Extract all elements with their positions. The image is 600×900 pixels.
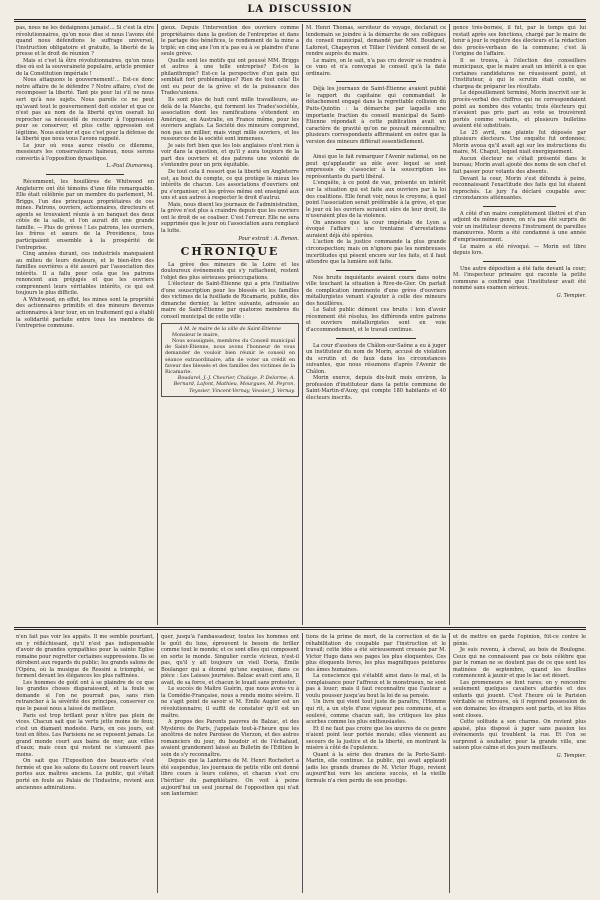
feuilleton-column-2 [161,634,299,892]
paragraph: On annonce que la cour impériale de Lyon a évoqué l'affaire : une trentaine d'arrestations auraient déjà été opérées. [306,219,446,239]
paragraph: quer, jusqu'à l'ambassadeur, toutes les hommes ont le goût du luxe, éprouvent le besoin de briller comme tout le monde; et ce sont elles qui composent en sorte le monde. Singulier cercle vicieux, n'est-il pas, qu'il y ait toujours un vieil Doria, Émile Boulanger qui a étonné qu'une esquisse, dans ce pièce : Les Laisses journées. Balzac avait cent ans, Il avait, de sa force, et chacun le louait sans protester. [161,634,299,686]
paragraph: Nous attaquons le gouvernement!... Est-ce donc notre affaire de le défendre ? Notre affaire, c'est de recomposer la liberté. Tant pis pour lui s'il ne nous sert qu'à nos sujets. Nous pareils ce ne peut qu'avant tout le gouvernement doit exister et que ce n'est pas au nom de la liberté qu'on oserait lui reprocher sa nécessité de recourir à l'oppression pour se conserver, et plus cette oppression est légitime. Nous exister et que c'est pour la défense de la liberté que nous vous l'avons rappelé. [16,77,154,143]
paragraph: tions de la prime de mort, de la correction et de la réhabilitation du coupable par l'instruction et le travail; cette idée a été sérieusement creusée par M. Victor Hugo dans ses pages les plus éloquentes. Ces plus éloquents livres, les plus magnifiques peintures des âmes humaines. [306,634,446,673]
paragraph: A propos des Parents pauvres de Balzac, et des Mystères de Paris, j'appelais tout-à-l'heure que les ancêtres de notre Paroisse de Vierzon, et des autres romanciers du jour, du boudoir et de l'échafaud, avaient grandement laissé au Bulletin de l'Edition le soin de s'y reconnaître. [161,719,299,758]
paragraph: M. Henri Thomas, serviteur de voyage, déclarait ce lendemain se joindre à la démarche de ses collègues du conseil municipal, demandé par MM. Boudarel, Laforest, Chapeyron et Tillier l'évident conseil de se rendre auprès du maire. [306,25,446,58]
paragraph: A Whitwood, en effet, les mines sont la propriété des actionnaires primitifs et des mineurs devenus actionnaires à leur tour, en un traitement qui a établi la solidarité parfaite entre tous les membres de l'entreprise commune. [16,296,154,330]
paragraph: Cinq années durant, ces industriels manquaient au milieu de leurs douleurs, et le bien-être des familles ouvrières a été assuré par l'association des intérêts. Il a fallu pour cela que les patrons renoncent aux préjugés et que les ouvriers comprennent leurs véritables intérêts, ce qui est toujours le plus difficile. [16,251,154,297]
paragraph: Je sais fort bien que les lois anglaises n'ont rien à voir dans la question, et qu'il y aura toujours de la part des ouvriers et des patrons une volonté de s'entendre pour un prix équitable. [161,142,299,169]
paragraph: Les promeneurs se font rares; on y rencontre seulement quelques cavaliers attardés et des enfants qui jouent. C'est l'heure où le Parisien véritable se retrouve, où il reprend possession de son domaine; les étrangers sont partis, et les fêtes sont closes. [453,679,586,719]
feuilleton-column-3 [306,634,446,892]
paragraph: Et il ne faut pas croire que les œuvres de ce genre n'aient point leur portée morale; elles viennent au secours de la justice et de la liberté, en montrant la misère à côté de l'opulence. [306,725,446,752]
article-column-1 [16,25,154,625]
paragraph: gence très-bornée, il fut, par le temps qui lui restait après ses fonctions, chargé par le maire de tenir à jour le registre des électeurs et la rédaction des procès-verbaux de la commune; c'est là l'origine de l'affaire. [453,25,586,58]
paragraph: Déjà les journaux de Saint-Étienne avaient publié le rapport du capitaine qui commandait le détachement engagé dans la regrettable collision du Puits-Quintin : la démarche par laquelle une importante fraction du conseil municipal de Saint-Étienne répondait à cette publication avait un caractère de gravité qu'on ne pouvait méconnaître; plusieurs correspondants affirmaient en outre que la version des mineurs différait essentiellement. [306,86,446,145]
paragraph: L'électeur de Saint-Étienne qui a pris l'initiative d'une souscription pour les blessés et les familles des victimes de la fusillade de Ricamarie, publie, dès dimanche dernier, la lettre suivante, adressée au maire de Saint-Étienne par quatorze membres du conseil municipal de cette ville : [161,281,299,320]
paragraph: n'en fait pas voir les appâts. Il me semble pourtant, en y réfléchissant, qu'il n'est pas indispensable d'avoir de grandes sympathies pour la sainte Eglise romaine pour regretter certaines suppressions. Ils se dérobent aux regards du public; les grands salons de l'Opéra, où la musique de Rossini a triomphé, se ferment devant les élégances les plus raffinées. [16,634,154,680]
paragraph: Mais si c'est là être révolutionnaires, qu'on nous dise où est la souveraineté populaire, article premier de la Constitution impériale ! [16,57,154,77]
feuilleton-separator [14,627,586,628]
letter-box [161,323,299,397]
paragraph: Morin exerce, depuis dix-huit mois environ, la profession d'instituteur dans la petite commune de Saint-Martin-d'Auxy, qui compte 180 habitants et 40 électeurs inscrits. [306,375,446,401]
article-separator [336,81,416,82]
paragraph: et de mettre en garde l'opinion, fût-ce contre le génie. [453,634,586,647]
article-separator [336,270,416,271]
paragraph: Une autre déposition a été faite devant la cour; M. l'inspecteur primaire qui raconte la petite commune a confirmé que l'instituteur avait été nommé sans examen sérieux. [453,265,586,292]
paragraph: pas, nous ne les dédaignons jamais!... Si c'est là être révolutionnaires, qu'on nous dise si nous l'avons été quand nous défendions le suffrage universel, l'instruction obligatoire et gratuite, la liberté de la presse et le droit de réunion ? [16,25,154,58]
article-separator [336,149,416,150]
paragraph: Aucun électeur ne s'était présenté dans le bureau; Morin avait ajouté des noms de son chef et fait passer pour votants des absents. [453,155,586,176]
column-divider [157,24,158,625]
article-separator [336,338,416,339]
letter-title: A M. le maire de la ville de Saint-Étienne [178,325,281,332]
article-separator [483,261,556,262]
feuilleton-column-4 [453,634,586,892]
column-divider [302,24,303,625]
paragraph: Le jour où vous aurez résolu ce dilemme, messieurs les conservateurs haineux, nous serons convertis à l'opposition dynastique. [16,142,154,162]
paragraph: Je suis revenu, à cheval, au bois de Boulogne. Ceux qui ne connaissent pas ce bois célèbre que par le roman ne se doutent pas de ce que sont les matinées de septembre, quand les feuilles commencent à jaunir et que le lac est désert. [453,647,586,680]
paragraph: Les hommes de goût ont à se plaindre de ce que les grandes choses disparaissent, et la foule se demande si l'on ne pourrait pas, sans rien retrancher à la sévérité des principes, conserver ce que le passé nous a laissé de meilleur. [16,679,154,713]
masthead-rule [14,19,586,20]
masthead-title: LA DISCUSSION [247,4,353,15]
paragraph: gieux. Depuis l'intervention des ouvriers comme propriétaires dans la gestion de l'entreprise et dans le partage des bénéfices, le rendement de la mine a triplé; en cinq ans l'on n'a pas eu à se plaindre d'une seule grève. [161,25,299,58]
paragraph: La conscience qui s'établit ainsi dans le mal, et la complaisance pour l'affreux et le monstrueux, ne sont pas à louer; mais il faut reconnaître que l'auteur a voulu pousser jusqu'au bout la loi de sa pensée. [306,673,446,699]
article-column-4 [453,25,586,625]
feuilleton-column-1 [16,634,154,892]
paragraph: Quelle sont les motifs qui ont poussé MM. Briggs et autres à une telle entreprise? Est-ce la philanthropie? Est-ce la perspective d'un gain qui semblait fort problématique? Rien de tout cela! Ils ont eu peur de la grève et de la puissance des Trades'unions. [161,57,299,97]
feuilleton-signature: G. Tempier. [556,752,586,759]
article-separator [483,206,556,207]
paragraph: Le dépouillement terminé, Morin inscrivit sur le procès-verbal des chiffres qui ne correspondaient point au nombre des votants; trois électeurs qui n'avaient pas pris part au vote se trouvèrent portés comme votants, et plusieurs bulletins avaient été substitués. [453,90,586,130]
paragraph: Paris est trop brillant pour n'être pas plein de vices. Chacun sait que la vertu jette moins de feux; c'est un diamant modeste. Paris, en ces jours, est tout en fêtes. Les Parisiens ne se reposent jamais. Le grand monde court aux bains de mer, aux villes d'eaux; mais ceux qui restent ne s'amusent pas moins. [16,712,154,758]
article-signature: L.-Paul Dumaresq. [106,163,154,170]
paragraph: Ainsi que le fait remarquer l'Avenir national, on ne peut qu'applaudir au zèle avec lequel se sont empressés de s'associer à la souscription les représentants du parti libéral. [306,154,446,180]
letter-signatories: Boudarel, J.-J. Chevrier, Chalaye, P. Delorme, A. Bernard, Lafont, Mathieu, Mourgues, M. Peyron, Teyssier, Vincent-Vernay, Vessier, J. Vernay. [173,375,295,394]
paragraph: Un livre qui vient tout juste de paraître, l'Homme qui rit, a un style d'une vigueur peu commune, et a soulevé, comme chacun sait, les critiques les plus acerbes comme les plus enthousiastes. [306,699,446,726]
column-divider [449,24,450,625]
paragraph: Mais, nous disent les journaux de l'administration, la grève n'est plus à craindre depuis que les ouvriers ont le droit de se coaliser. C'est l'erreur. Elle ne sera supprimée que le jour où l'association aura remplacé la lutte. [161,201,299,234]
paragraph: De tout cela il ressort que la liberté en Angleterre est, au bout du compte, ce qui protège le mieux les intérêts de chacun. Les associations d'ouvriers ont pu s'organiser, et les grèves même ont enseigné aux uns et aux autres à respecter le droit d'autrui. [161,169,299,202]
column-divider [449,633,450,893]
paragraph: Le succès de Maître Guérin, que nous avons vu à la Comédie-Française, nous a rendu moins sévère. Il ne s'agit point de savoir si M. Émile Augier est un révolutionnaire; il suffit de constater qu'il est un maître. [161,686,299,719]
column-divider [302,633,303,893]
letter-salute: Monsieur le maire, [172,331,220,338]
section-rule [201,259,259,260]
article-signature: Pour extrait : A. Renon. [238,235,299,242]
paragraph: L'enquête, à ce point de vue, présente un intérêt sur la situation qui est faite aux ouvriers par la loi des coalitions. Elle ferait voir, nous le croyons, à quel point l'association serait préférable à la grève, et que le jour où les ouvriers seraient sûrs de leur droit, ils n'useraient plus de la violence. [306,180,446,220]
article-separator [46,174,124,175]
article-signature: G. Tempier. [556,292,586,299]
paragraph: Quant à la série des drames de la Porte-Saint-Martin, elle continue. Le public, qui avait applaudi jadis les grands drames de M. Victor Hugo, revient aujourd'hui vers les anciens succès, et la vieille formule n'a rien perdu de son prestige. [306,751,446,785]
paragraph: Le maire a été révoqué. — Morin est libre depuis lors. [453,243,586,257]
paragraph: Nos bruits inquiétants avaient couru dans notre ville touchant la situation à Rive-de-Gier. On parlait de complication imminente d'une grève d'ouvriers métallurgistes venant s'ajouter à celle des mineurs des houillères. [306,274,446,307]
paragraph: Le Salut public dément ces bruits : loin d'avoir récemment été résolus, les différends entre patrons et ouvriers métallurgistes sont en voie d'accommodement, et le travail continue. [306,307,446,333]
paragraph: La cour d'assises de Châlon-sur-Saône a eu à juger un instituteur du nom de Morin, accusé de violation du scrutin et de faux dans les circonstances suivantes, que nous résumons d'après l'Avenir de Châlon. [306,342,446,375]
paragraph: Ils sont plus de huit cent mille travailleurs, au-delà de la Manche, qui forment les Trades'sociétés, association dont les ramifications s'étendent en Amérique, en Australie, en France même, pour les ouvriers anglais. La Société des mineurs comprend, non pas un millier, mais vingt mille ouvriers, et les ressources de la société sont immenses. [161,97,299,143]
paragraph: Depuis que la Lanterne de M. Henri Rochefort a été suspendue, les journaux de petite ville ont donné libre cours à leurs colères, et chacun s'est cru l'héritier du pamphlétaire. On voit à peine aujourd'hui un seul journal de l'opposition qui n'ait son lanternier. [161,758,299,798]
chronique-heading: CHRONIQUE [180,245,280,259]
paragraph: La grève des mineurs de la Loire et les douloureux événements qui s'y rattachent, restent l'objet des plus sérieuses préoccupations. [161,261,299,281]
feuilleton-separator-double [14,629,586,630]
paragraph: Cette solitude a son charme. On revient plus apaisé, plus disposé à juger sans passion les événements qui troublent la rue. Et l'on se surprend à souhaiter, pour la grande ville, une saison plus calme et des jours meilleurs. [453,719,586,752]
paragraph: On sait que l'Exposition des beaux-arts s'est fermée et que les salons du Louvre ont rouvert leurs portes aux maîtres anciens. Le public, qui s'était porté en foule au Palais de l'Industrie, revient aux anciennes admirations. [16,758,154,791]
paragraph: Le 25 avril, une plainte fut déposée par plusieurs électeurs. Une enquête fut ordonnée; Morin avoua qu'il avait agi sur les instructions du maire, M. Chaput, lequel niait énergiquement. [453,129,586,156]
column-divider [157,633,158,893]
paragraph: Récemment, les houillères de Whitwood en Angleterre ont été témoins d'une fête remarquable. Elle était célébrée par un membre du parlement, M. Briggs, l'un des principaux propriétaires de ces mines. Patrons, ouvriers, actionnaires, directeurs et agents se trouvaient réunis à un banquet des deux côtés de la salle, et l'on aurait dit une grande famille. — Plus de grèves ! Les patrons, les ouvriers, les frères et sœurs de la Providence, tous participaient ensemble à la prospérité de l'entreprise. [16,179,154,251]
paragraph: Devant la cour, Morin s'est défendu à peine, reconnaissant l'exactitude des faits qui lui étaient reprochés. Le jury l'a déclaré coupable avec circonstances atténuantes. [453,175,586,202]
letter-text: Nous soussignés, membres du Conseil municipal de Saint-Étienne, nous avons l'honneur de vous demander de vouloir bien réunir le conseil en séance extraordinaire, afin de voter un crédit en faveur des blessés et des familles des victimes de la Ricamarie. [165,337,295,375]
paragraph: Le maire, on le sait, n'a pas cru devoir se rendre à ce vœu et n'a convoqué le conseil qu'à la date ordinaire. [306,57,446,77]
paragraph: L'action de la justice commande la plus grande circonspection; mais on n'ignore pas les nombreuses incertitudes qui pèsent encore sur les faits, et il faut attendre que la lumière soit faite. [306,239,446,266]
article-column-2 [161,25,299,625]
paragraph: Il se trouva, à l'élection des conseillers municipaux, que le maire avait un intérêt à ce que certaines candidatures ne réussissent point, et l'instituteur, à qui le scrutin était confié, se chargea de préparer les résultats. [453,57,586,90]
article-column-3 [306,25,446,625]
masthead-rule-double [14,21,586,22]
paragraph: A côté d'un maire complètement illettré et d'un adjoint du même genre, on n'a pas été surpris de voir un instituteur devenu l'instrument de pareilles manœuvres. Morin a été condamné à une année d'emprisonnement. [453,210,586,243]
